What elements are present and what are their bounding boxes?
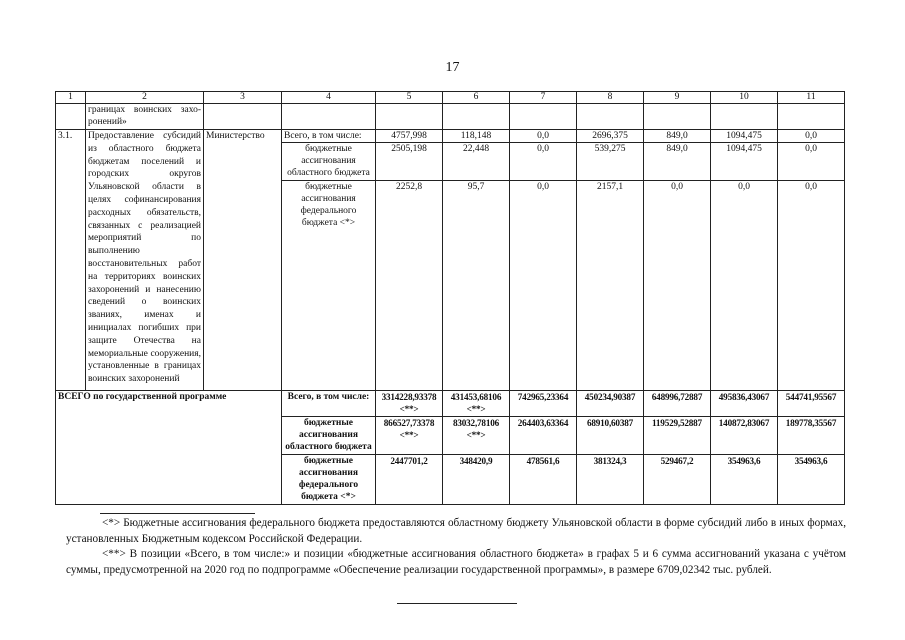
column-number: 2 — [86, 92, 204, 104]
value-cell: 431453,68106 <**> — [443, 391, 510, 417]
program-total-row — [56, 391, 845, 417]
column-number: 6 — [443, 92, 510, 104]
value-cell: 742965,23364 — [510, 391, 577, 417]
value-cell: 140872,83067 — [711, 417, 778, 455]
value-cell: 118,148 — [443, 130, 510, 143]
value-cell: 0,0 — [778, 181, 845, 391]
value-cell: 849,0 — [644, 130, 711, 143]
item-description: Предоставление субсидий из областного бюджета бюджетам поселений и городских округов Ульяновской области в целях софинансирования расходных обязательств, связанных с реализацией мероприятий по выполнению восстановительных работ на территориях воинских захоронений и нанесению сведений о воинских званиях, именах и инициалах погибших при защите Отечества на мемориальные сооружения, установленные в границах воинских захоронений — [86, 130, 204, 391]
program-funding-table — [55, 91, 845, 505]
footnote-regional: <**> В позиции «Всего, в том числе:» и позиции «бюджетные ассигнования областного бюджета» в графах 5 и 6 сумма ассигнований указана с учётом суммы, предусмотренной на 2020 год по подпрограмме «Обеспечение реализации государственной программы», в размере 6709,02342 тыс. рублей. — [66, 548, 846, 576]
value-cell: 849,0 — [644, 143, 711, 181]
value-cell: 1094,475 — [711, 130, 778, 143]
value-cell: 95,7 — [443, 181, 510, 391]
value-cell: 2505,198 — [376, 143, 443, 181]
value-cell: 2696,375 — [577, 130, 644, 143]
column-number: 8 — [577, 92, 644, 104]
value-cell: 0,0 — [510, 143, 577, 181]
value-cell: 0,0 — [778, 130, 845, 143]
value-cell: 495836,43067 — [711, 391, 778, 417]
footnote-federal: <*> Бюджетные ассигнования федерального бюджета предоставляются областному бюджету Ульяновской области в форме субсидий либо в иных формах, установленных Бюджетным кодексом Российской Федерации. — [66, 517, 846, 545]
value-cell: 189778,35567 — [778, 417, 845, 455]
item-3-1-total-row — [56, 130, 845, 143]
column-number: 5 — [376, 92, 443, 104]
row-label: Всего, в том числе: — [282, 391, 376, 417]
value-cell: 866527,73378 <**> — [376, 417, 443, 455]
value-cell: 0,0 — [510, 181, 577, 391]
row-label: бюджетные ассигнования областного бюджета — [282, 143, 376, 181]
item-executor: Министерство — [204, 130, 282, 391]
value-cell: 544741,95567 — [778, 391, 845, 417]
row-label: Всего, в том числе: — [282, 130, 376, 143]
column-number: 4 — [282, 92, 376, 104]
item-number: 3.1. — [56, 130, 86, 391]
value-cell: 0,0 — [644, 181, 711, 391]
value-cell: 478561,6 — [510, 455, 577, 505]
value-cell: 381324,3 — [577, 455, 644, 505]
value-cell: 2157,1 — [577, 181, 644, 391]
value-cell: 354963,6 — [778, 455, 845, 505]
column-number: 7 — [510, 92, 577, 104]
value-cell: 648996,72887 — [644, 391, 711, 417]
column-number: 9 — [644, 92, 711, 104]
column-number: 3 — [204, 92, 282, 104]
end-separator — [397, 603, 517, 604]
program-total-title: ВСЕГО по государственной программе — [56, 391, 282, 505]
column-number: 11 — [778, 92, 845, 104]
row-label: бюджетные ассигнования федерального бюджета <*> — [282, 455, 376, 505]
carry-over-text: границах воинских захо-ронений» — [86, 104, 204, 130]
value-cell: 348420,9 — [443, 455, 510, 505]
value-cell: 529467,2 — [644, 455, 711, 505]
carry-over-row — [56, 104, 845, 130]
value-cell: 0,0 — [778, 143, 845, 181]
value-cell: 4757,998 — [376, 130, 443, 143]
column-number: 1 — [56, 92, 86, 104]
value-cell: 354963,6 — [711, 455, 778, 505]
value-cell: 68910,60387 — [577, 417, 644, 455]
value-cell: 1094,475 — [711, 143, 778, 181]
row-label: бюджетные ассигнования областного бюджета — [282, 417, 376, 455]
column-number-row — [56, 92, 845, 104]
value-cell: 264403,63364 — [510, 417, 577, 455]
value-cell: 0,0 — [510, 130, 577, 143]
value-cell: 22,448 — [443, 143, 510, 181]
value-cell: 119529,52887 — [644, 417, 711, 455]
row-label: бюджетные ассигнования федерального бюджета <*> — [282, 181, 376, 391]
footnote-separator — [100, 513, 255, 514]
page-number: 17 — [445, 60, 460, 75]
value-cell: 539,275 — [577, 143, 644, 181]
value-cell: 450234,90387 — [577, 391, 644, 417]
value-cell: 83032,78106 <**> — [443, 417, 510, 455]
value-cell: 2447701,2 — [376, 455, 443, 505]
value-cell: 3314228,93378 <**> — [376, 391, 443, 417]
column-number: 10 — [711, 92, 778, 104]
value-cell: 0,0 — [711, 181, 778, 391]
value-cell: 2252,8 — [376, 181, 443, 391]
